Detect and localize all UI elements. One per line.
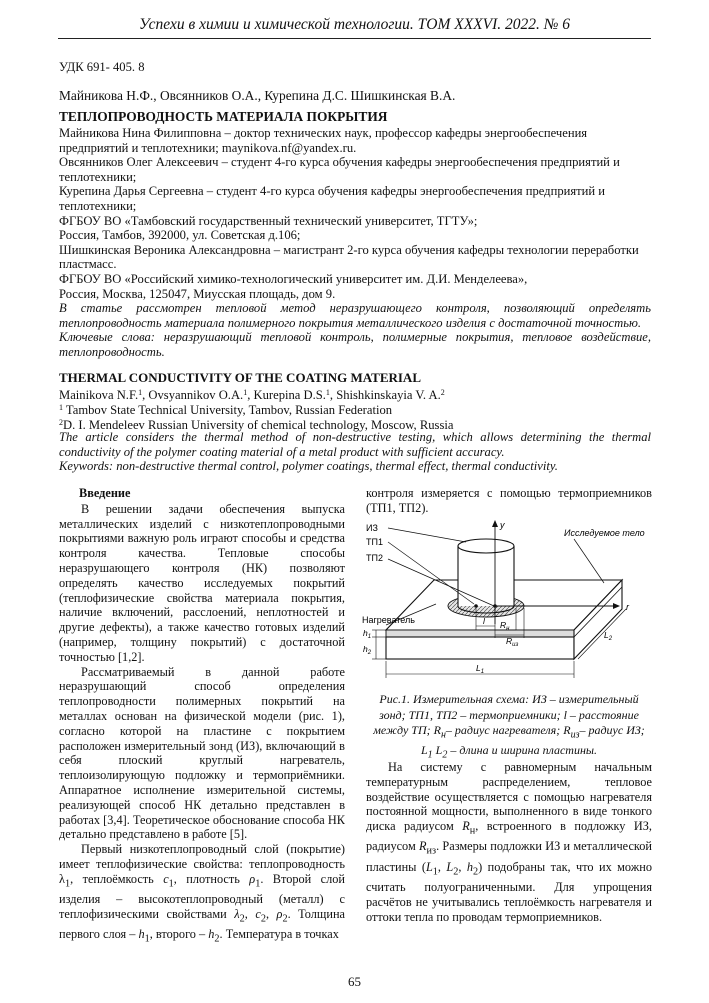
- label-tp1: ТП1: [366, 537, 383, 547]
- page-number: 65: [348, 974, 361, 989]
- affiliation-line: Курепина Дарья Сергеевна – студент 4-го курса обучения кафедры энергообеспечения предприятий и: [59, 184, 606, 199]
- affiliation-line: Шишкинская Вероника Александровна – магистрант 2-го курса обучения кафедры технологии переработки: [59, 242, 639, 257]
- figure-caption: Рис.1. Измерительная схема: ИЗ – измерительный зонд; ТП1, ТП2 – термоприемники; l – расстояние между ТП; $R_н-$ радиус нагревателя; $R_{из}-$ радиус ИЗ; $L_1$ $L_2$ – длина и ширина пластины.: [373, 692, 645, 761]
- paragraph: На систему с равномерным начальным температурным распределением, тепловое воздействие осуществляется с помощью нагревателя постоянной мощности, выполненного в виде тонкого диска радиусом $R_н$, встроенного в подложку ИЗ, радиусом $R_{из}$. Размеры подложки ИЗ и металлической пластины ($L_1$, $L_2$, $h_2$) подобраны так, что их можно считать полуограниченными. Для упрощения расчётов не учитывались теплоёмкость нагревателя и оттоки тепла по проводам термоприемников.: [366, 760, 652, 924]
- paragraph: Первый низкотеплопроводный слой (покрытие) имеет теплофизические свойства: теплопроводность $\lambda_1$, теплоёмкость $c_1$, плотность $\rho_1$. Второй слой изделия – высокотеплопроводный (металл) с теплофизическими свойствами $\lambda_2$, $c_2$, $\rho_2$. Толщина первого слоя – $h_1$, второго – $h_2$. Температура в точках: [59, 842, 345, 945]
- keywords-en: Keywords: non-destructive thermal control, polymer coatings, thermal effect, thermal conductivity.: [59, 459, 558, 473]
- paragraph: контроля измеряется с помощью термоприемников (ТП1, ТП2).: [366, 486, 652, 515]
- paragraph: Рассматриваемый в данной работе неразрушающий способ определения теплопроводности полимерных покрытий на металлах основан на физической модели (рис. 1), согласно которой на пластине с покрытием расположен измерительный зонд (ИЗ), включающий в себя плоский круглый нагреватель, теплоизолирующую подложку и термоприёмники. Аппаратное исполнение измерительной системы, реализующей способ НК детально представлен в работах [3,4]. Теоретическое обоснование способа НК детально представлено в работе [5].: [59, 664, 345, 842]
- affiliation-line: ФГБОУ ВО «Тамбовский государственный технический университет, ТГТУ»;: [59, 213, 478, 228]
- label-tp2: ТП2: [366, 553, 383, 563]
- metal-layer: [386, 637, 574, 659]
- header-rule: [58, 38, 651, 39]
- affiliation-line: Россия, Москва, 125047, Миусская площадь, дом 9.: [59, 286, 336, 301]
- affiliation-line: теплотехники;: [59, 198, 137, 213]
- probe-cylinder-top: [458, 539, 514, 553]
- label-heater: Нагреватель: [362, 615, 415, 625]
- coating-layer: [386, 630, 574, 637]
- measurement-scheme-figure: [364, 520, 654, 688]
- label-L2: $L_2$: [604, 630, 613, 642]
- label-iz: ИЗ: [366, 523, 378, 533]
- title-en: THERMAL CONDUCTIVITY OF THE COATING MATERIAL: [59, 370, 421, 385]
- keywords-ru: Ключевые слова: неразрушающий тепловой контроль, полимерные покрытия, тепловое воздействие, теплопроводность.: [59, 330, 651, 359]
- affiliation-line: предприятий и теплотехники; maynikova.nf@yandex.ru.: [59, 140, 357, 155]
- abstract-en: The article considers the thermal method of non-destructive testing, which allows determining the thermal conductivity of the polymer coating material of a metal product with sufficient accuracy.: [59, 430, 651, 459]
- label-r: r: [626, 602, 629, 612]
- abstract-ru: В статье рассмотрен тепловой метод неразрушающего контроля, позволяющий определять теплопроводность материала полимерного покрытия металлического изделия с достаточной точностью.: [59, 301, 651, 330]
- authors-en: Mainikova N.F.$^1$, Ovsyannikov O.A.$^1$, Kurepina D.S.$^1$, Shishkinskayia V. A.$^2$: [59, 388, 445, 402]
- affiliation-en-1: $^1$ Tambov State Technical University, Tambov, Russian Federation: [59, 403, 393, 417]
- paragraph: В решении задачи обеспечения выпуска металлических изделий с низкотеплопроводными покрытиями важную роль играют способы и средства контроля качества. Тепловые способы неразрушающего контроля (НК) позволяют определять качество исследуемых покрытий (теплофизические свойства материала покрытия, наличие включений, расслоений, неплотностей и другие дефекты), а также качество готовых изделий (например, толщину покрытий) с достаточной точностью [1,2].: [59, 501, 345, 664]
- label-l: l: [483, 616, 485, 626]
- affiliation-line: Россия, Тамбов, 392000, ул. Советская д.106;: [59, 228, 301, 243]
- label-rn: $R_н$: [500, 620, 510, 632]
- label-L1: $L_1$: [476, 663, 485, 675]
- title-ru: ТЕПЛОПРОВОДНОСТЬ МАТЕРИАЛА ПОКРЫТИЯ: [59, 109, 388, 124]
- label-body: Исследуемое тело: [564, 528, 645, 538]
- journal-header: Успехи в химии и химической технологии. ТОМ XXXVI. 2022. № 6: [138, 16, 571, 33]
- label-h2: $h_2$: [363, 644, 372, 656]
- affiliation-line: пластмасс.: [59, 257, 117, 272]
- intro-heading: Введение: [79, 486, 131, 500]
- authors-line: Майникова Н.Ф., Овсянников О.А., Курепина Д.С. Шишкинская В.А.: [59, 88, 456, 103]
- label-riz: $R_{из}$: [506, 636, 519, 648]
- label-h1: $h_1$: [363, 628, 372, 640]
- right-column-bottom: [366, 760, 652, 924]
- affiliation-line: Овсянников Олег Алексеевич – студент 4-го курса обучения кафедры энергообеспечения предприятий и: [59, 155, 620, 170]
- affiliation-line: Майникова Нина Филипповна – доктор технических наук, профессор кафедры энергообеспечения: [59, 126, 588, 140]
- right-column-top: [366, 486, 652, 516]
- affiliation-en-2: $^2$D. I. Mendeleev Russian University of chemical technology, Moscow, Russia: [59, 418, 454, 432]
- udc-code: УДК 691- 405. 8: [59, 60, 145, 74]
- affiliation-line: теплотехники;: [59, 169, 137, 184]
- label-y: y: [500, 520, 505, 530]
- affiliation-line: ФГБОУ ВО «Российский химико-технологический университет им. Д.И. Менделеева»,: [59, 271, 528, 286]
- left-column: [59, 486, 345, 947]
- affiliations-ru: [59, 126, 651, 301]
